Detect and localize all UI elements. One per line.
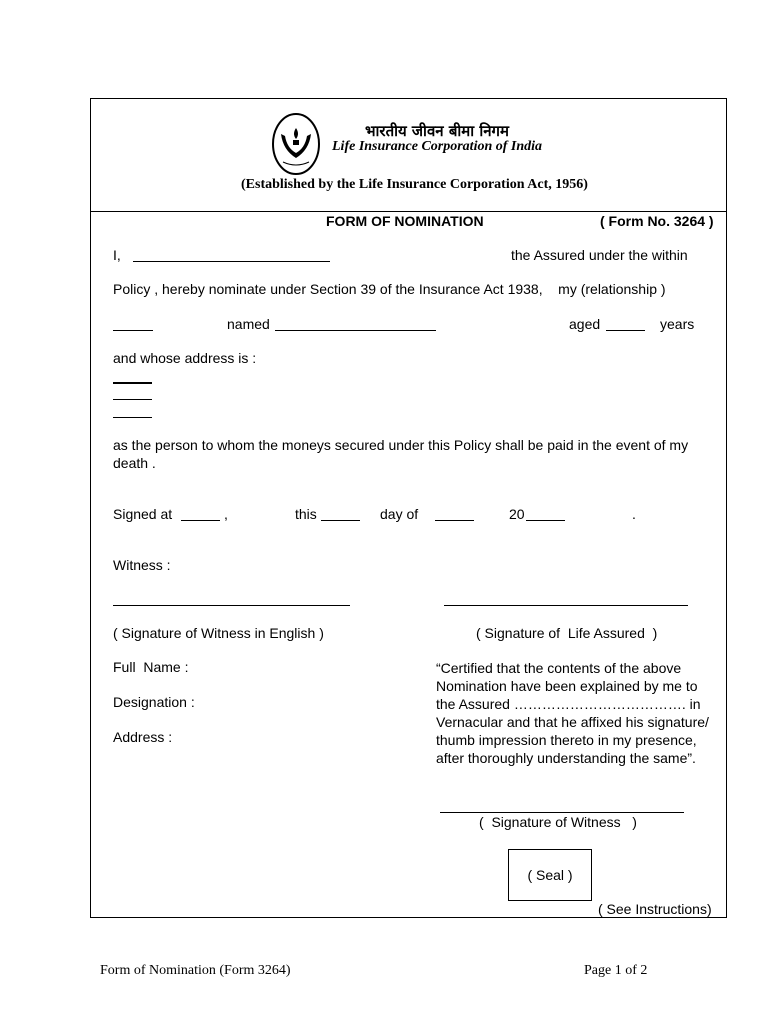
form-title: FORM OF NOMINATION xyxy=(326,213,484,229)
years-label: years xyxy=(660,316,695,332)
nominee-name-field[interactable] xyxy=(275,330,436,331)
month-field[interactable] xyxy=(435,520,474,521)
relationship-field[interactable] xyxy=(113,330,153,331)
aged-label: aged xyxy=(569,316,601,332)
address-line-3[interactable] xyxy=(113,417,152,418)
sig-witness-label: ( Signature of Witness ) xyxy=(479,814,637,830)
witness-label: Witness : xyxy=(113,557,171,573)
nominee-age-field[interactable] xyxy=(606,330,645,331)
address-label: and whose address is : xyxy=(113,350,257,366)
footer-page-number: Page 1 of 2 xyxy=(584,963,648,978)
footer-form-name: Form of Nomination (Form 3264) xyxy=(100,963,291,978)
line1-prefix: I, xyxy=(113,247,121,263)
sig-witness-english-label: ( Signature of Witness in English ) xyxy=(113,625,324,641)
life-assured-signature-field[interactable] xyxy=(444,605,688,606)
certification-statement: “Certified that the contents of the above Nomination have been explained by me to the Assured ………………………………. in Vernacular and that he affixed his signature/ thumb impression thereto in my presence, after thoroughly understanding the same”. xyxy=(436,660,709,766)
address-line-1[interactable] xyxy=(113,382,152,384)
period-mark: . xyxy=(632,506,636,522)
year-prefix: 20 xyxy=(509,506,525,522)
header-divider xyxy=(90,211,727,212)
named-label: named xyxy=(227,316,270,332)
established-note: (Established by the Life Insurance Corporation Act, 1956) xyxy=(241,177,588,192)
certifying-witness-signature-field[interactable] xyxy=(440,812,684,813)
witness-address-label: Address : xyxy=(113,729,173,745)
day-of-label: day of xyxy=(380,506,419,522)
seal-box xyxy=(508,849,592,901)
this-label: this xyxy=(295,506,317,522)
address-line-2[interactable] xyxy=(113,399,152,400)
assured-name-field[interactable] xyxy=(133,261,330,262)
full-name-label: Full Name : xyxy=(113,659,189,675)
moneys-statement: as the person to whom the moneys secured under this Policy shall be paid in the event of my death . xyxy=(113,437,689,471)
day-field[interactable] xyxy=(321,520,360,521)
signed-place-field[interactable] xyxy=(181,520,220,521)
line1-suffix: the Assured under the within xyxy=(511,247,688,263)
lic-emblem-icon xyxy=(271,112,321,176)
signed-comma: , xyxy=(224,506,228,522)
witness-signature-field[interactable] xyxy=(113,605,350,606)
section-line: Policy , hereby nominate under Section 39 of the Insurance Act 1938, my (relationship ) xyxy=(113,281,666,297)
sig-life-assured-label: ( Signature of Life Assured ) xyxy=(476,625,658,641)
see-instructions-note: ( See Instructions) xyxy=(598,901,712,917)
form-number: ( Form No. 3264 ) xyxy=(600,213,714,229)
signed-at-label: Signed at xyxy=(113,506,173,522)
designation-label: Designation : xyxy=(113,694,195,710)
org-name-hindi: भारतीय जीवन बीमा निगम xyxy=(365,122,509,140)
org-name-english: Life Insurance Corporation of India xyxy=(332,139,543,154)
seal-label: ( Seal ) xyxy=(527,867,573,883)
year-field[interactable] xyxy=(526,520,565,521)
